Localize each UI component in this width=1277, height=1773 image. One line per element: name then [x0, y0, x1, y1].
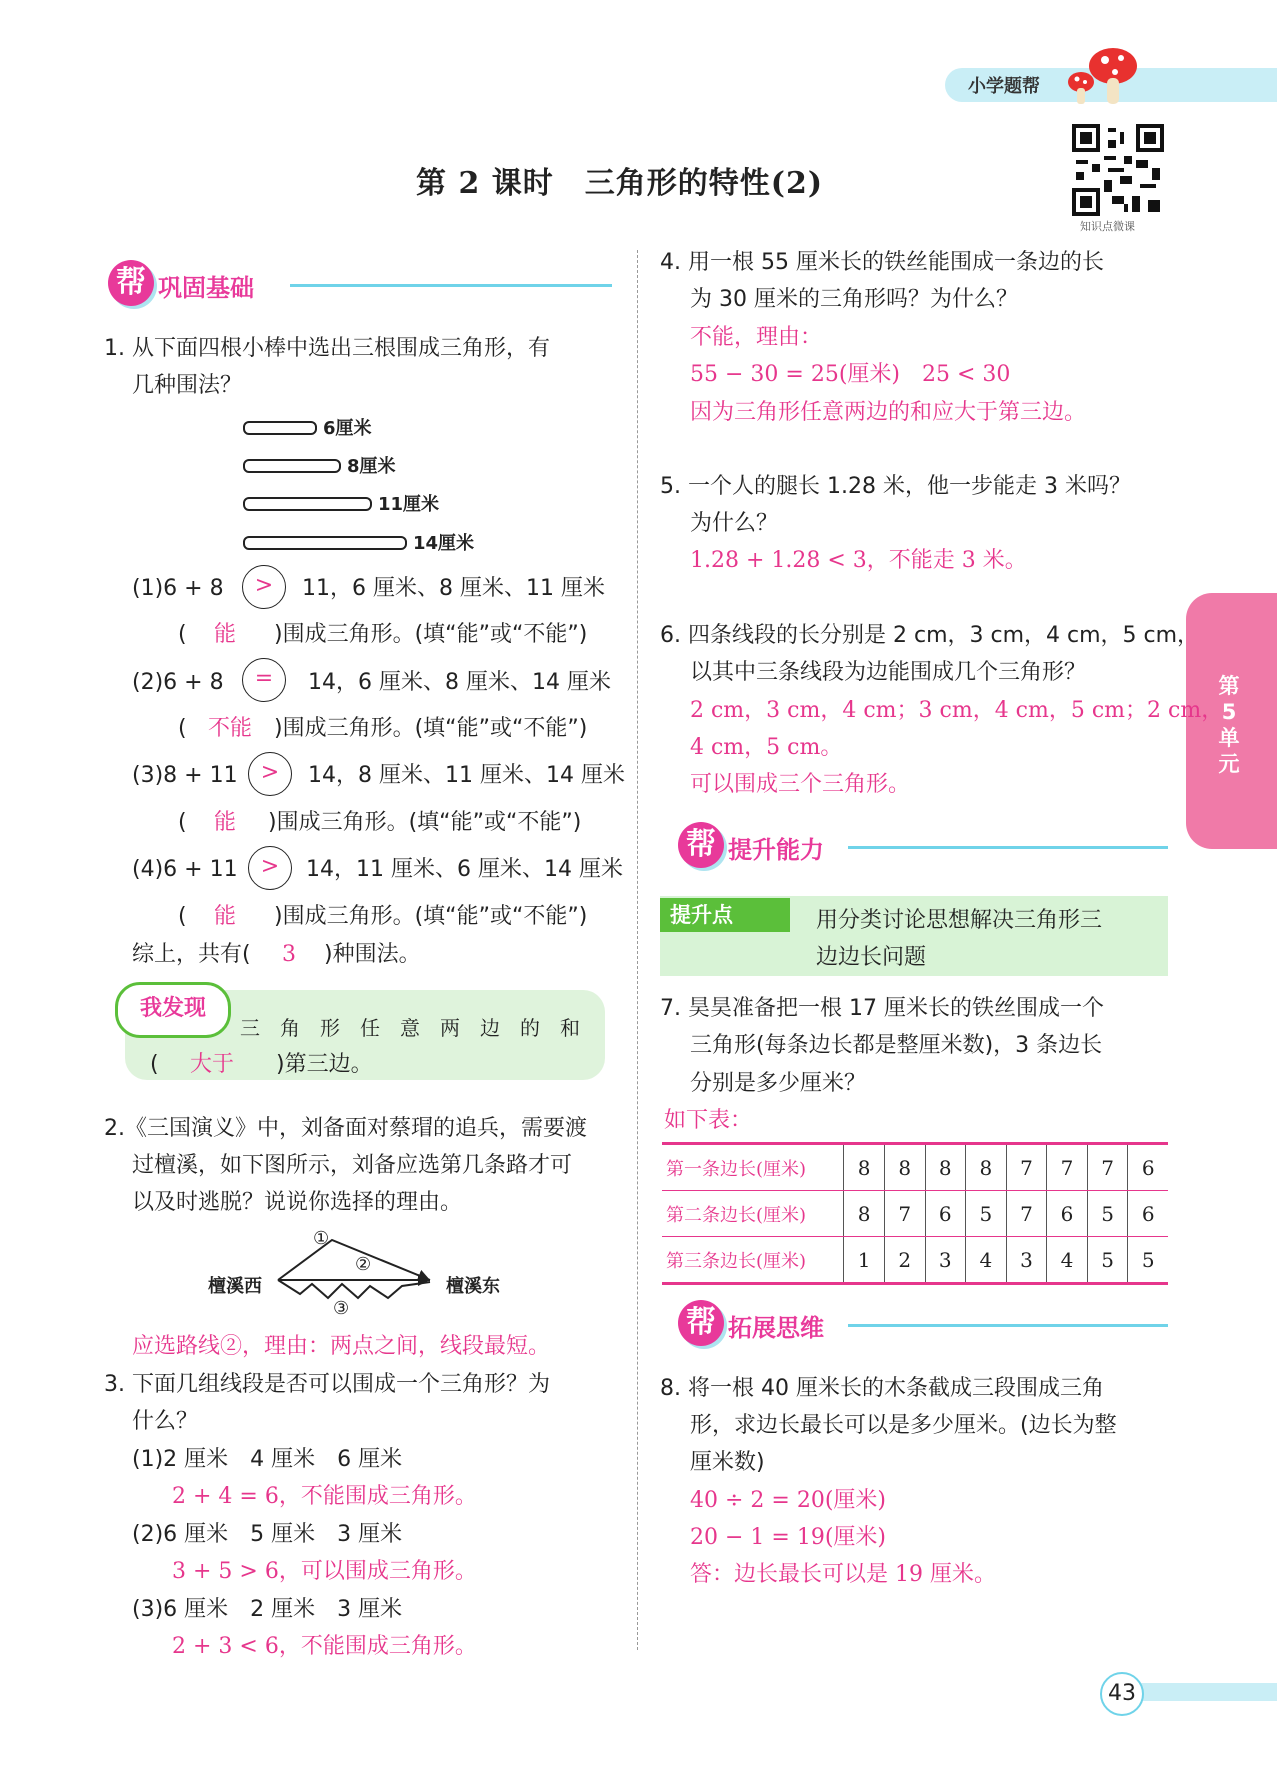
tip-line1: 用分类讨论思想解决三角形三	[816, 908, 1103, 933]
compare-circle[interactable]: =	[242, 658, 286, 702]
q7-stem-line1: 7. 昊昊准备把一根 17 厘米长的铁丝围成一个	[660, 996, 1104, 1021]
table-cell: 5	[966, 1191, 1007, 1237]
q6-answer-1: 2 cm，3 cm，4 cm；3 cm，4 cm，5 cm；2 cm，	[690, 698, 1224, 723]
stick-8	[243, 459, 341, 473]
q6-stem-line2: 以其中三条线段为边能围成几个三角形？	[690, 660, 1087, 685]
tip-line2: 边边长问题	[816, 945, 927, 970]
q1-summary-post: )种围法。	[324, 942, 421, 967]
table-cell: 2	[884, 1237, 925, 1284]
q6-answer-2: 4 cm，5 cm。	[690, 735, 843, 760]
q8-stem-line2: 形，求边长最长可以是多少厘米。(边长为整	[690, 1413, 1117, 1438]
q1-part3-fill: )围成三角形。(填“能”或“不能”)	[268, 810, 582, 835]
table-cell: 6	[925, 1191, 966, 1237]
discovery-line2: )第三边。	[276, 1052, 373, 1077]
table-cell: 6	[1047, 1191, 1088, 1237]
q4-answer-1: 不能，理由：	[690, 325, 823, 350]
east-bank-label: 檀溪东	[446, 1276, 500, 1297]
q1-part1-expr: (1)6 + 8	[132, 576, 224, 601]
table-row	[662, 1144, 1168, 1191]
compare-circle[interactable]: >	[248, 846, 292, 890]
route-1-label: ①	[313, 1228, 330, 1249]
q8-answer-2: 20 − 1 = 19(厘米)	[690, 1525, 886, 1550]
q1-summary-pre: 综上，共有(	[132, 942, 251, 967]
stick-11	[243, 497, 372, 511]
stick-6	[243, 421, 317, 435]
page-number: 43	[1100, 1672, 1144, 1716]
table-row	[662, 1191, 1168, 1237]
table-cell: 5	[1087, 1191, 1128, 1237]
table-cell: 5	[1128, 1237, 1168, 1284]
q1-part4-text: 14，11 厘米、6 厘米、14 厘米	[306, 857, 623, 882]
q7-table-intro: 如下表：	[664, 1108, 753, 1133]
compare-circle[interactable]: >	[242, 565, 286, 609]
q4-answer-3: 因为三角形任意两边的和应大于第三边。	[690, 400, 1087, 425]
table-cell: 8	[966, 1144, 1007, 1191]
section-header-basics	[108, 260, 613, 304]
qr-code-icon	[1072, 124, 1164, 216]
q1-part2-fill: )围成三角形。(填“能”或“不能”)	[274, 716, 588, 741]
mushroom-icon	[1065, 44, 1145, 114]
compare-circle[interactable]: >	[248, 752, 292, 796]
q1-part4-expr: (4)6 + 11	[132, 857, 238, 882]
stick-label: 8厘米	[347, 456, 396, 477]
discovery-line1: 三 角 形 任 意 两 边 的 和	[240, 1016, 580, 1040]
answer-blank[interactable]: 能	[214, 904, 237, 929]
q3-part3-answer: 2 + 3 < 6，不能围成三角形。	[172, 1634, 477, 1659]
q3-part1: (1)2 厘米 4 厘米 6 厘米	[132, 1447, 403, 1472]
q2-stem-line2: 过檀溪，如下图所示，刘备应选第几条路才可	[132, 1153, 573, 1178]
q3-part2-answer: 3 + 5 > 6，可以围成三角形。	[172, 1559, 477, 1584]
table-cell: 6	[1128, 1191, 1168, 1237]
q6-stem-line1: 6. 四条线段的长分别是 2 cm，3 cm，4 cm，5 cm，	[660, 623, 1200, 648]
table-cell: 3	[925, 1237, 966, 1284]
answer-blank[interactable]: 大于	[190, 1052, 235, 1077]
qr-caption: 知识点微课	[1080, 220, 1135, 233]
table-cell: 7	[1006, 1191, 1047, 1237]
q7-stem-line2: 三角形(每条边长都是整厘米数)，3 条边长	[690, 1033, 1103, 1058]
q3-part1-answer: 2 + 4 = 6，不能围成三角形。	[172, 1484, 477, 1509]
table-cell: 7	[1087, 1144, 1128, 1191]
paren-open: (	[178, 904, 187, 929]
stick-label: 14厘米	[413, 533, 475, 554]
table-cell: 8	[884, 1144, 925, 1191]
q5-stem-line2: 为什么？	[690, 511, 779, 536]
section-badge: 帮	[678, 1300, 724, 1346]
q8-stem-line3: 厘米数)	[690, 1450, 765, 1475]
q3-part3: (3)6 厘米 2 厘米 3 厘米	[132, 1597, 403, 1622]
paren-open: (	[178, 622, 187, 647]
q7-stem-line3: 分别是多少厘米？	[690, 1071, 867, 1096]
q3-stem-line1: 3. 下面几组线段是否可以围成一个三角形？为	[104, 1372, 550, 1397]
section-title: 拓展思维	[728, 1314, 824, 1342]
q2-answer: 应选路线②，理由：两点之间，线段最短。	[132, 1334, 551, 1359]
q5-stem-line1: 5. 一个人的腿长 1.28 米，他一步能走 3 米吗？	[660, 474, 1131, 499]
table-cell: 8	[844, 1191, 885, 1237]
page-title: 第 2 课时 三角形的特性(2)	[416, 166, 824, 201]
answer-blank[interactable]: 能	[214, 810, 237, 835]
section-title: 提升能力	[728, 836, 824, 864]
table-cell: 8	[844, 1144, 885, 1191]
q2-stem-line3: 以及时逃脱？说说你选择的理由。	[132, 1190, 463, 1215]
q1-part3-expr: (3)8 + 11	[132, 763, 238, 788]
q1-stem-line2: 几种围法？	[132, 373, 243, 398]
side-length-table	[662, 1142, 1168, 1285]
q4-stem-line2: 为 30 厘米的三角形吗？为什么？	[690, 287, 1018, 312]
q4-answer-2: 55 − 30 = 25(厘米) 25 < 30	[690, 362, 1011, 387]
section-rule	[290, 284, 612, 287]
stick-label: 6厘米	[323, 418, 372, 439]
tip-badge: 提升点	[660, 898, 790, 932]
q1-stem-line1: 1. 从下面四根小棒中选出三根围成三角形，有	[104, 336, 550, 361]
row-label: 第二条边长(厘米)	[662, 1191, 844, 1237]
q3-part2: (2)6 厘米 5 厘米 3 厘米	[132, 1522, 403, 1547]
table-cell: 1	[844, 1237, 885, 1284]
q1-part1-text: 11，6 厘米、8 厘米、11 厘米	[302, 576, 605, 601]
brand-label: 小学题帮	[968, 76, 1040, 97]
answer-blank[interactable]: 不能	[208, 716, 253, 741]
table-cell: 5	[1087, 1237, 1128, 1284]
table-cell: 3	[1006, 1237, 1047, 1284]
q5-answer: 1.28 + 1.28 < 3，不能走 3 米。	[690, 548, 1027, 573]
paren-open: (	[150, 1052, 159, 1077]
table-cell: 7	[884, 1191, 925, 1237]
stick-14	[243, 536, 407, 550]
table-cell: 8	[925, 1144, 966, 1191]
q1-part3-text: 14，8 厘米、11 厘米、14 厘米	[308, 763, 625, 788]
discovery-badge: 我发现	[115, 982, 231, 1038]
table-cell: 7	[1006, 1144, 1047, 1191]
q8-answer-3: 答：边长最长可以是 19 厘米。	[690, 1562, 996, 1587]
section-badge: 帮	[108, 260, 154, 306]
q2-stem-line1: 2.《三国演义》中，刘备面对蔡瑁的追兵，需要渡	[104, 1116, 587, 1141]
row-label: 第一条边长(厘米)	[662, 1144, 844, 1191]
answer-blank[interactable]: 3	[282, 942, 296, 967]
section-header-ability	[678, 822, 1168, 866]
q1-part1-fill: )围成三角形。(填“能”或“不能”)	[274, 622, 588, 647]
section-badge: 帮	[678, 822, 724, 868]
route-2-label: ②	[355, 1254, 372, 1275]
q4-stem-line1: 4. 用一根 55 厘米长的铁丝能围成一条边的长	[660, 250, 1104, 275]
q3-stem-line2: 什么？	[132, 1409, 199, 1434]
table-cell: 4	[1047, 1237, 1088, 1284]
unit-label: 第5单元	[1218, 674, 1240, 776]
row-label: 第三条边长(厘米)	[662, 1237, 844, 1284]
column-divider	[637, 250, 638, 1650]
section-rule	[848, 1324, 1168, 1327]
table-cell: 4	[966, 1237, 1007, 1284]
q8-answer-1: 40 ÷ 2 = 20(厘米)	[690, 1488, 886, 1513]
q1-part2-text: 14，6 厘米、8 厘米、14 厘米	[308, 670, 611, 695]
answer-blank[interactable]: 能	[214, 622, 237, 647]
route-3-label: ③	[333, 1298, 350, 1319]
section-header-expand	[678, 1300, 1168, 1344]
q8-stem-line1: 8. 将一根 40 厘米长的木条截成三段围成三角	[660, 1376, 1104, 1401]
paren-open: (	[178, 716, 187, 741]
table-row	[662, 1237, 1168, 1284]
paren-open: (	[178, 810, 187, 835]
q1-part2-expr: (2)6 + 8	[132, 670, 224, 695]
table-cell: 7	[1047, 1144, 1088, 1191]
section-title: 巩固基础	[158, 274, 254, 302]
section-rule	[848, 846, 1168, 849]
stick-label: 11厘米	[378, 494, 440, 515]
q6-answer-3: 可以围成三个三角形。	[690, 772, 911, 797]
q1-part4-fill: )围成三角形。(填“能”或“不能”)	[274, 904, 588, 929]
table-cell: 6	[1128, 1144, 1168, 1191]
west-bank-label: 檀溪西	[208, 1276, 262, 1297]
